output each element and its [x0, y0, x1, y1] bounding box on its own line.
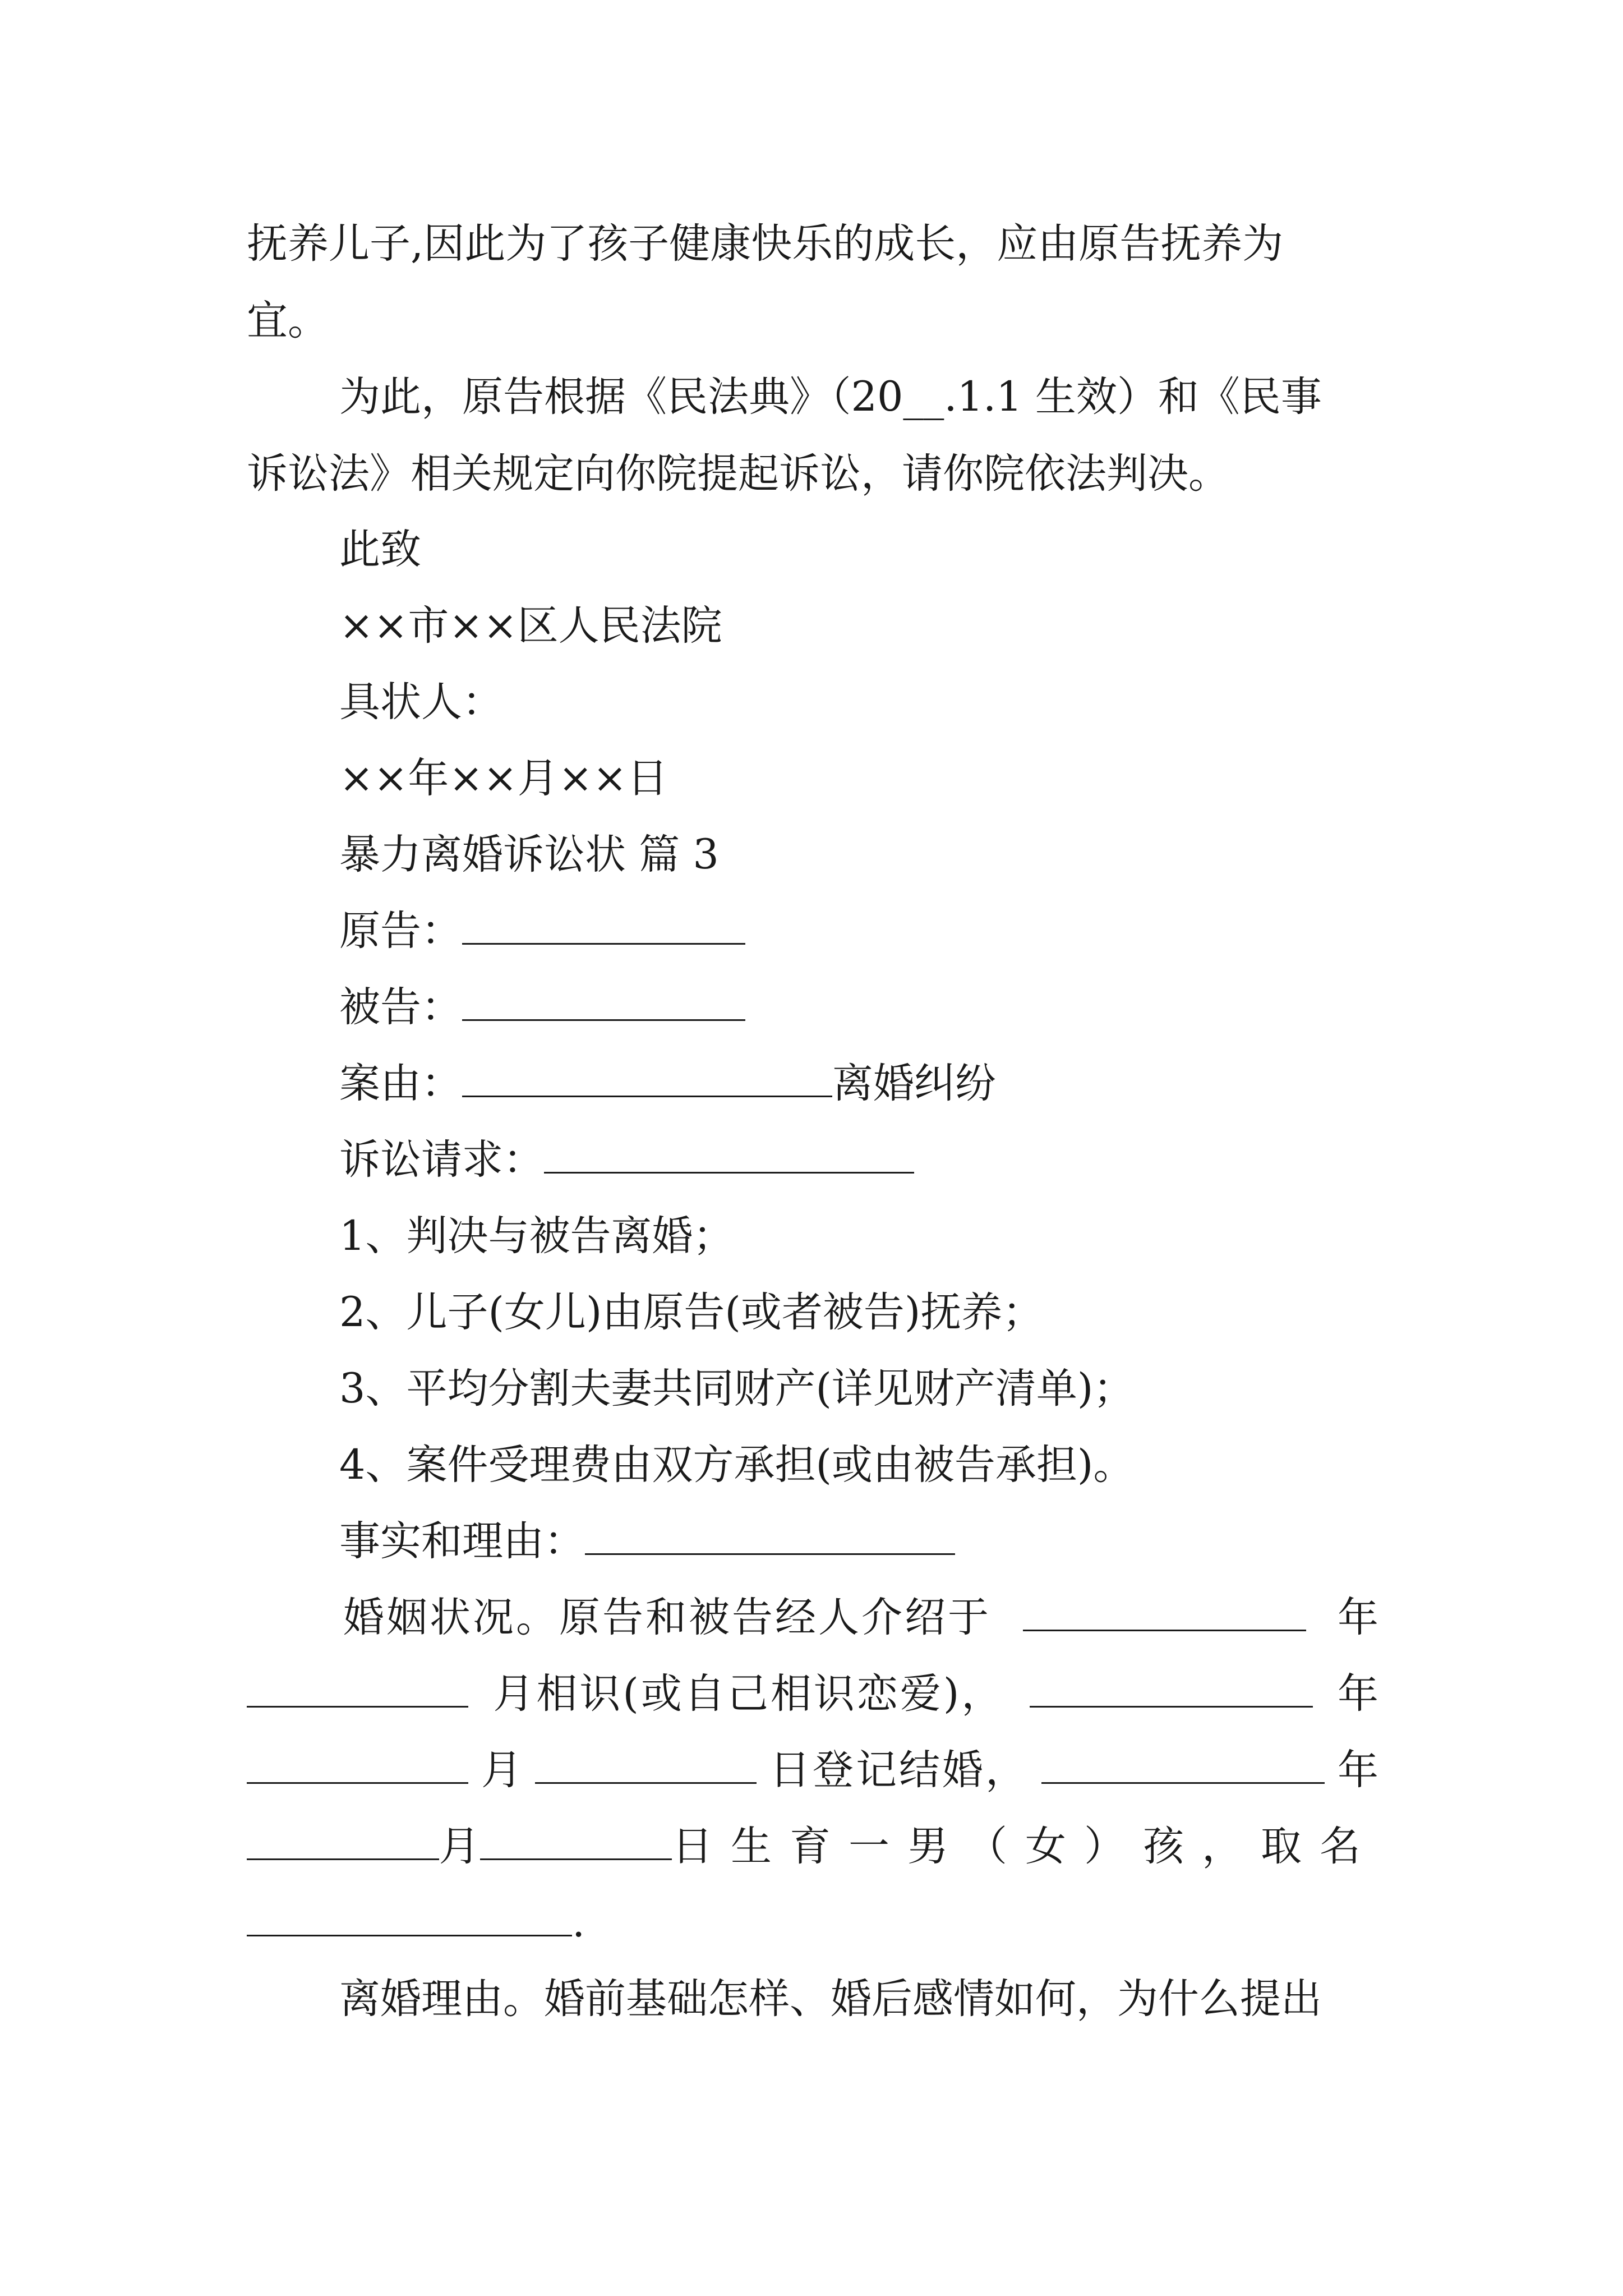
defendant-blank [462, 982, 745, 1021]
child-name-blank [247, 1898, 572, 1936]
court-name: ××市××区人民法院 [339, 602, 722, 650]
defendant-label: 被告： [339, 983, 462, 1031]
salutation: 此致 [339, 526, 421, 573]
paragraph-line: 诉讼法》相关规定向你院提起诉讼，请你院依法判决。 [247, 450, 1229, 498]
day-blank [480, 1821, 672, 1860]
marriage-text: 日生育一男（女）孩，取名 [672, 1823, 1378, 1870]
cause-suffix: 离婚纠纷 [832, 1060, 996, 1107]
defendant-line [339, 979, 745, 1036]
plaintiff-blank [462, 906, 745, 945]
marriage-text: 日登记结婚， [769, 1746, 1029, 1794]
paragraph-line: 抚养儿子,因此为了孩子健康快乐的成长，应由原告抚养为 [247, 220, 1284, 268]
marriage-line-5 [247, 1895, 585, 1951]
month-blank [247, 1669, 468, 1708]
plaintiff-line [339, 903, 745, 959]
year-blank [1041, 1745, 1325, 1784]
cause-line [339, 1056, 996, 1112]
plaintiff-label: 原告： [339, 907, 462, 955]
year-unit: 年 [1338, 1670, 1378, 1718]
claim-item: 3、平均分割夫妻共同财产(详见财产清单)； [339, 1365, 1135, 1412]
section-title: 暴力离婚诉讼状 篇 3 [339, 831, 719, 878]
facts-line [339, 1513, 955, 1570]
claim-item: 1、判决与被告离婚； [339, 1212, 734, 1260]
paragraph-line: 宜。 [247, 297, 329, 344]
period: . [572, 1899, 585, 1947]
year-blank [1023, 1593, 1306, 1631]
marriage-line-1 [343, 1590, 1378, 1646]
month-blank [247, 1745, 468, 1784]
signer-label: 具状人： [339, 678, 503, 726]
cause-label: 案由： [339, 1060, 462, 1107]
day-blank [535, 1745, 757, 1784]
paragraph-line: 离婚理由。婚前基础怎样、婚后感情如何，为什么提出 [339, 1975, 1322, 2023]
claim-item: 4、案件受理费由双方承担(或由被告承担)。 [339, 1441, 1135, 1489]
year-unit: 年 [1338, 1594, 1378, 1641]
month-unit: 月 [481, 1746, 522, 1794]
marriage-line-2 [247, 1666, 1378, 1722]
claims-blank [544, 1135, 914, 1174]
paragraph-line: 为此，原告根据《民法典》（20__.1.1 生效）和《民事 [339, 373, 1322, 421]
cause-blank [462, 1059, 832, 1097]
facts-blank [585, 1516, 955, 1555]
month-blank [247, 1821, 439, 1860]
marriage-text: 月相识(或自己相识恋爱)， [493, 1670, 1005, 1718]
claim-item: 2、儿子(女儿)由原告(或者被告)抚养； [339, 1289, 1044, 1336]
claims-label: 诉讼请求： [339, 1136, 544, 1184]
marriage-line-3 [247, 1742, 1378, 1798]
date-line: ××年××月××日 [339, 754, 668, 802]
year-unit: 年 [1338, 1746, 1378, 1794]
year-blank [1030, 1669, 1313, 1708]
marriage-line-4 [247, 1819, 1378, 1875]
marriage-text: 婚姻状况。原告和被告经人介绍于 [343, 1594, 991, 1641]
claims-line [339, 1132, 914, 1188]
facts-label: 事实和理由： [339, 1517, 585, 1565]
month-unit: 月 [439, 1823, 480, 1870]
